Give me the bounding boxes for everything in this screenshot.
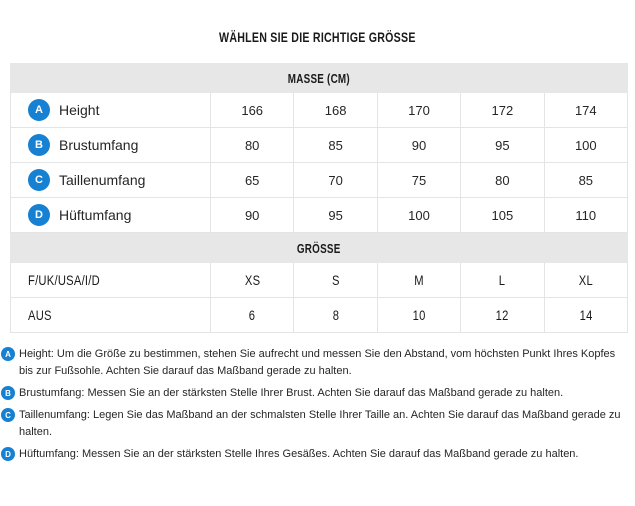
badge-c-icon: C [28,169,50,191]
badge-a-icon: A [28,99,50,121]
measurement-value: 166 [210,93,293,127]
footnote-text: Height: Um die Größe zu bestimmen, stehen Sie aufrecht und messen Sie den Abstand, vom höchsten Punkt Ihres Kopfes bis zur Fußsohle. Achten Sie darauf das Maßband gerade zu halten. [19,348,616,377]
measurement-value: 80 [210,128,293,162]
footnote-chest [1,385,632,402]
table-row-height [11,93,627,128]
size-value: 6 [248,307,256,323]
table-row-sizes-aus [11,298,627,333]
measurement-label: Brustumfang [59,137,139,153]
size-system-label: AUS [28,307,52,323]
size-chart [10,63,628,333]
size-system-label-cell [11,263,210,297]
sizes-section-header [10,233,628,263]
size-value-cell [293,298,376,332]
measurement-value: 90 [210,198,293,232]
sizes-header-text: GRÖSSE [297,240,341,256]
measurement-label: Taillenumfang [59,172,146,188]
measurement-value: 95 [460,128,543,162]
measurement-value: 85 [293,128,376,162]
measurement-value: 65 [210,163,293,197]
measurement-value: 110 [544,198,627,232]
measurements-header-text: MASSE (CM) [287,70,351,86]
table-row-waist [11,163,627,198]
measurements-rows [10,93,628,233]
size-value-cell [210,298,293,332]
measurement-value: 95 [293,198,376,232]
footnote-badge-d-icon: D [1,447,15,461]
size-value: 12 [495,307,509,323]
measurement-label: Height [59,102,100,118]
size-value: XS [244,272,260,288]
measurements-section-header [10,63,628,93]
measurement-value: 105 [460,198,543,232]
size-value: M [414,272,424,288]
measurement-value: 174 [544,93,627,127]
measurement-value: 80 [460,163,543,197]
table-row-chest [11,128,627,163]
measurement-value: 100 [544,128,627,162]
footnote-badge-a-icon: A [1,347,15,361]
size-value: XL [578,272,593,288]
size-value: 8 [332,307,339,323]
footnote-hip [1,446,632,463]
footnote-text: Brustumfang: Messen Sie an der stärksten Stelle Ihrer Brust. Achten Sie darauf das Maßband gerade zu halten. [19,387,564,399]
table-row-hip [11,198,627,233]
footnote-text: Hüftumfang: Messen Sie an der stärksten Stelle Ihres Gesäßes. Achten Sie darauf das Maßband gerade zu halten. [19,448,579,460]
badge-d-icon: D [28,204,50,226]
size-value-cell [460,263,543,297]
footnote-text: Taillenumfang: Legen Sie das Maßband an der schmalsten Stelle Ihrer Taille an. Achten Sie darauf das Maßband gerade zu halten. [19,409,621,438]
measurement-value: 172 [460,93,543,127]
size-value-cell [293,263,376,297]
measurement-value: 100 [377,198,460,232]
size-value: 10 [412,307,426,323]
measurement-label: Hüftumfang [59,207,132,223]
size-value: L [499,272,506,288]
footnote-height [1,346,632,380]
size-value-cell [544,298,627,332]
footnotes [1,346,632,463]
footnote-badge-c-icon: C [1,408,15,422]
badge-b-icon: B [28,134,50,156]
size-value-cell [210,263,293,297]
size-system-label-cell [11,298,210,332]
measurement-label-cell [11,163,210,197]
measurement-value: 70 [293,163,376,197]
measurement-label-cell [11,128,210,162]
measurement-value: 75 [377,163,460,197]
footnote-badge-b-icon: B [1,386,15,400]
size-value-cell [460,298,543,332]
measurement-value: 90 [377,128,460,162]
size-value-cell [377,263,460,297]
size-value-cell [544,263,627,297]
page-title [0,30,635,45]
size-value: 14 [579,307,593,323]
footnote-waist [1,407,632,441]
size-value-cell [377,298,460,332]
measurement-value: 168 [293,93,376,127]
size-system-label: F/UK/USA/I/D [28,272,100,288]
measurement-label-cell [11,198,210,232]
sizes-rows [10,263,628,333]
table-row-sizes-intl [11,263,627,298]
measurement-value: 85 [544,163,627,197]
page-title-text: WÄHLEN SIE DIE RICHTIGE GRÖSSE [219,29,416,45]
size-value: S [331,272,340,288]
measurement-value: 170 [377,93,460,127]
measurement-label-cell [11,93,210,127]
